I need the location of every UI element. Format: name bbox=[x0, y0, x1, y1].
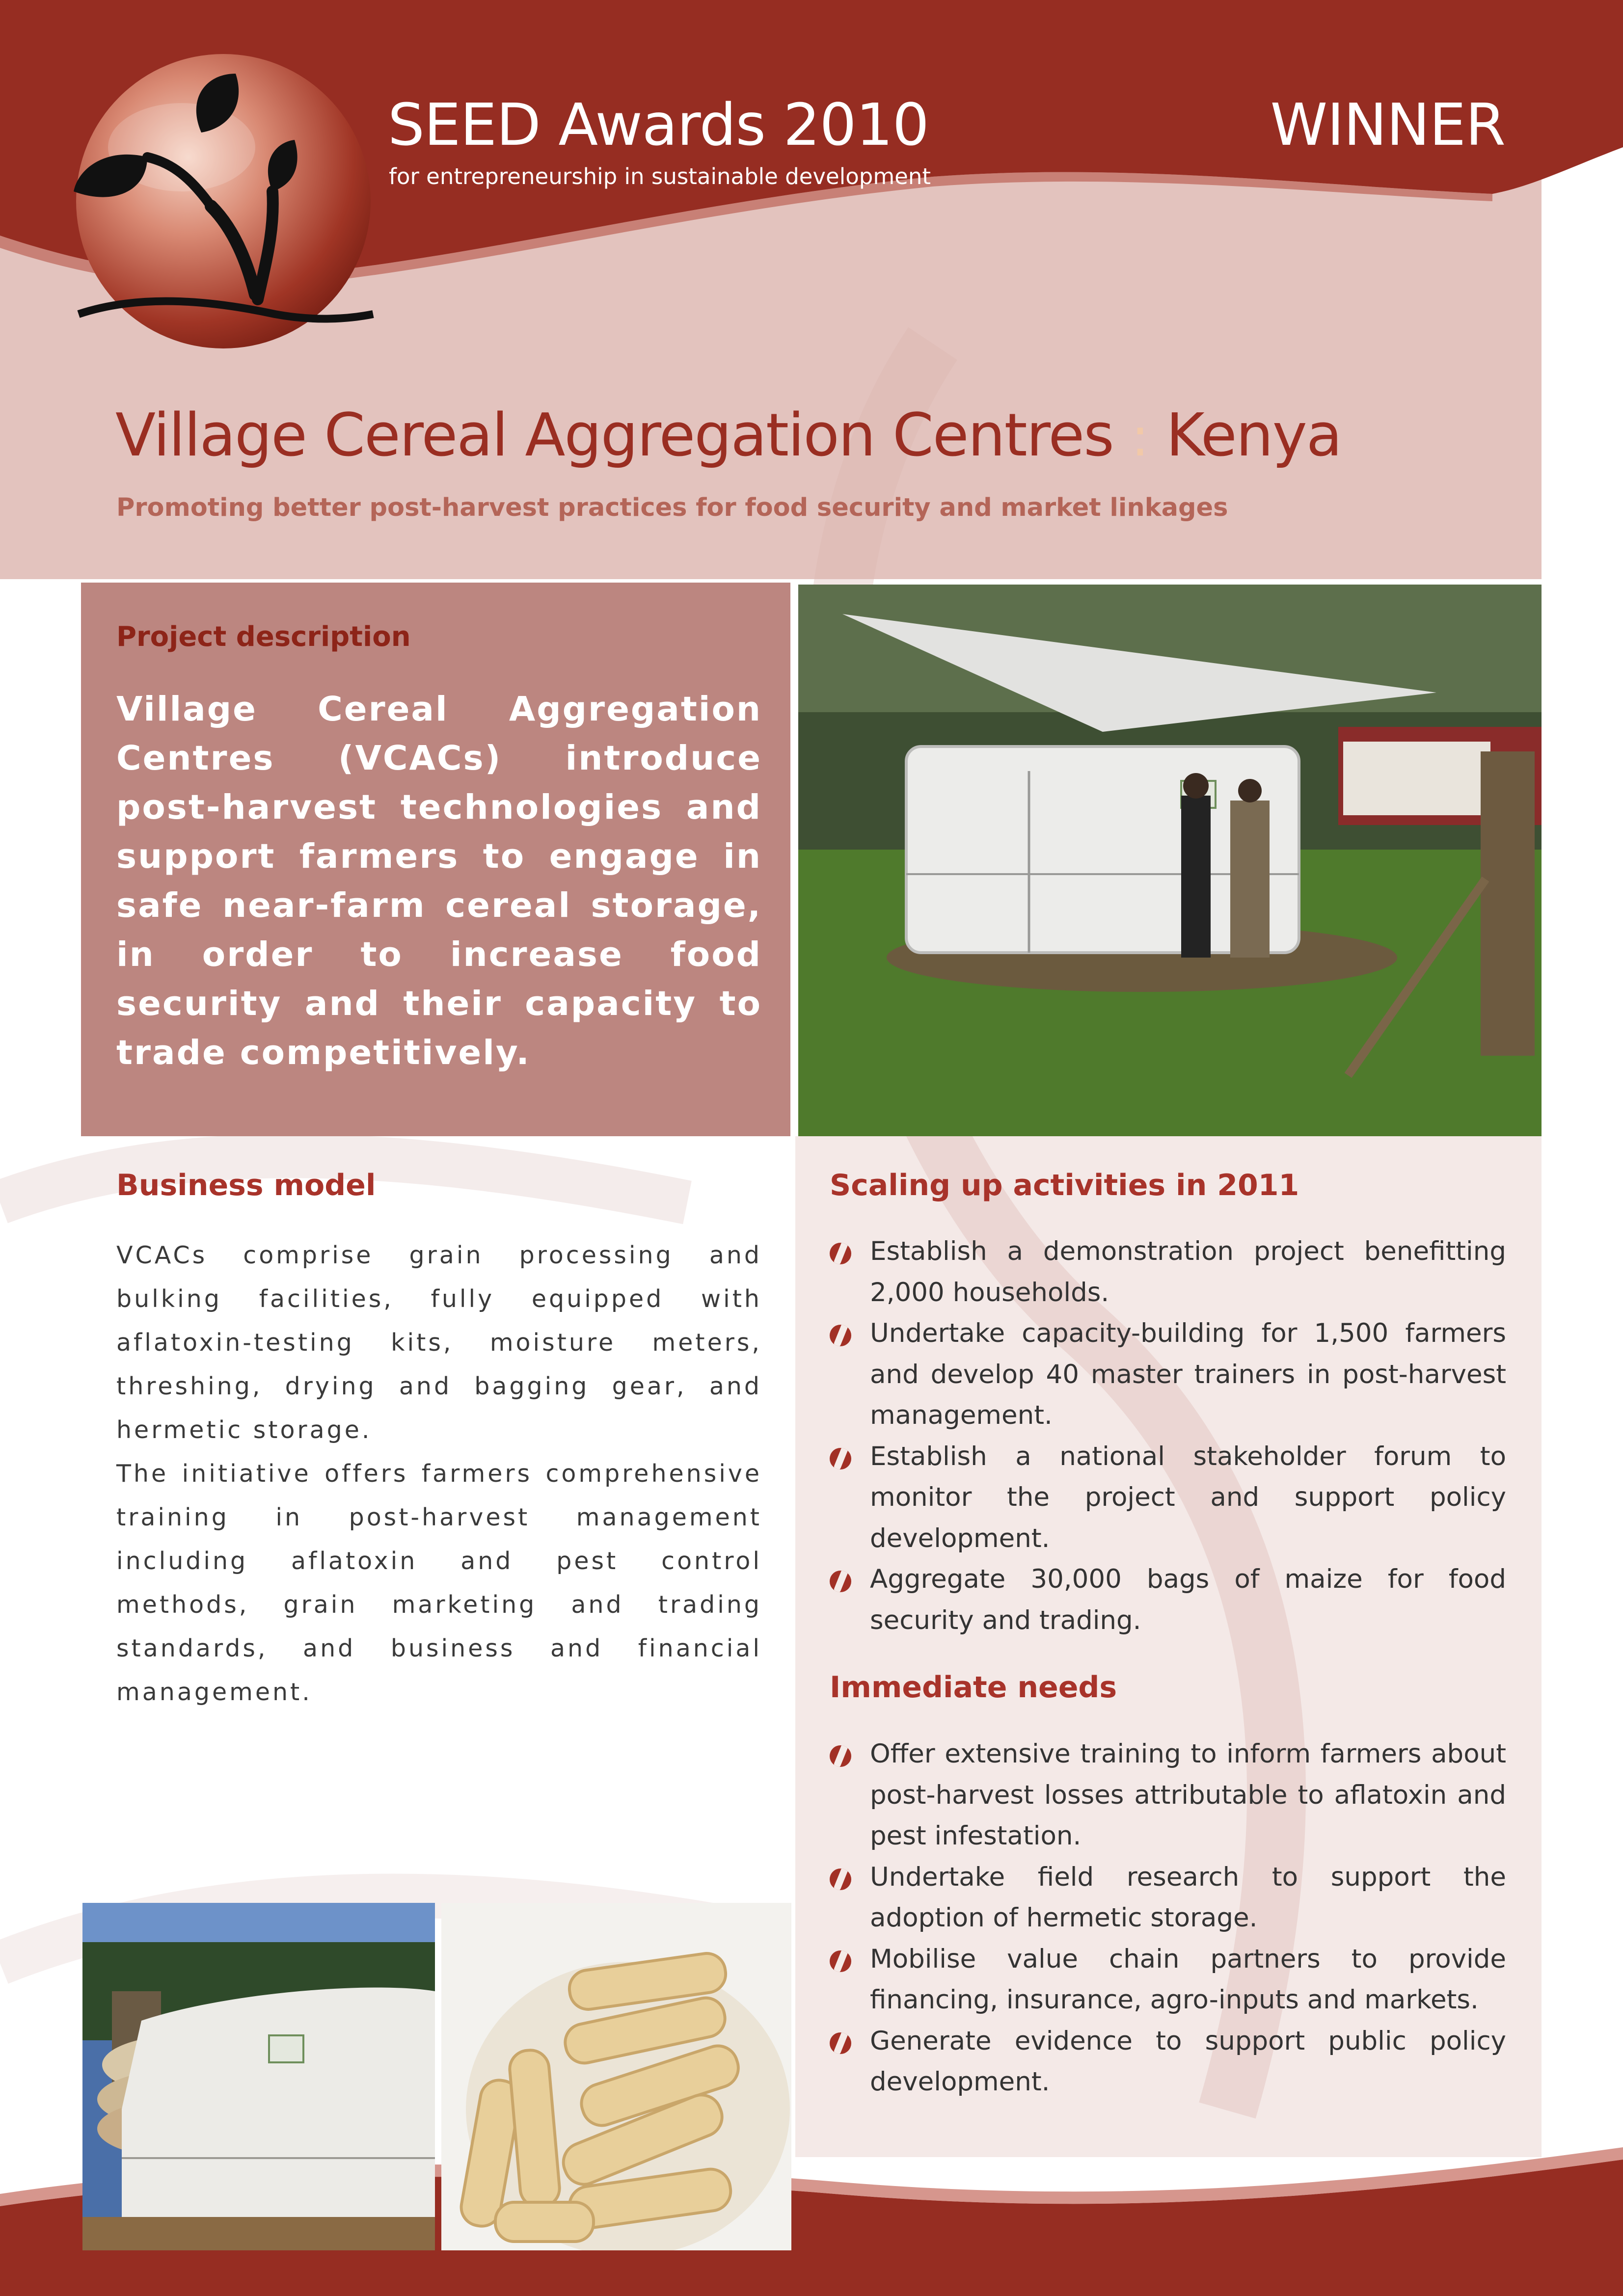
list-item: Offer extensive training to inform farmers about post-harvest losses attributable to aflatoxin and pest infestation. bbox=[830, 1734, 1506, 1857]
list-item: Aggregate 30,000 bags of maize for food security and trading. bbox=[830, 1559, 1506, 1641]
bullet-icon bbox=[830, 1950, 851, 1972]
bullet-icon bbox=[830, 1745, 851, 1767]
project-name: Village Cereal Aggregation Centres bbox=[115, 401, 1113, 470]
scaling-up-list bbox=[830, 1231, 1506, 1641]
list-item: Generate evidence to support public policy development. bbox=[830, 2021, 1506, 2103]
bullet-icon bbox=[830, 1869, 851, 1890]
business-model-paragraph-2: The initiative offers farmers comprehensive training in post-harvest management including aflatoxin and pest control methods, grain marketing and trading standards, and business and financial management. bbox=[116, 1460, 762, 1706]
award-title: SEED Awards 2010 bbox=[388, 91, 929, 159]
list-item: Establish a demonstration project benefitting 2,000 households. bbox=[830, 1231, 1506, 1313]
immediate-needs-list bbox=[830, 1734, 1506, 2103]
list-item: Establish a national stakeholder forum to monitor the project and support policy development. bbox=[830, 1436, 1506, 1559]
photo-storage-tent bbox=[798, 585, 1542, 1136]
scaling-up-heading: Scaling up activities in 2011 bbox=[830, 1168, 1299, 1202]
list-item: Mobilise value chain partners to provide financing, insurance, agro-inputs and markets. bbox=[830, 1939, 1506, 2021]
bullet-icon bbox=[830, 1243, 851, 1264]
list-item: Undertake field research to support the adoption of hermetic storage. bbox=[830, 1857, 1506, 1939]
bullet-icon bbox=[830, 1325, 851, 1346]
title-separator: : bbox=[1131, 405, 1148, 468]
list-item: Undertake capacity-building for 1,500 farmers and develop 40 master trainers in post-harvest management. bbox=[830, 1313, 1506, 1436]
bullet-icon bbox=[830, 1448, 851, 1469]
photo-bagged-grain bbox=[82, 1903, 435, 2250]
winner-badge: WINNER bbox=[1270, 91, 1505, 159]
immediate-needs-heading: Immediate needs bbox=[830, 1670, 1117, 1705]
project-description-heading: Project description bbox=[116, 621, 411, 653]
project-title bbox=[115, 401, 1341, 470]
project-description-text: Village Cereal Aggregation Centres (VCACs) introduce post-harvest technologies and support farmers to engage in safe near-farm cereal storage, in order to increase food security and their capacity to trade competitively. bbox=[116, 690, 762, 1072]
business-model-heading: Business model bbox=[116, 1168, 376, 1202]
award-subtitle: for entrepreneurship in sustainable development bbox=[389, 163, 931, 189]
seedling-globe-logo-icon bbox=[74, 54, 373, 348]
business-model-paragraph-1: VCACs comprise grain processing and bulking facilities, fully equipped with aflatoxin-testing kits, moisture meters, threshing, drying and bagging gear, and hermetic storage. bbox=[116, 1241, 762, 1444]
project-tagline: Promoting better post-harvest practices for food security and market linkages bbox=[116, 493, 1228, 522]
project-country: Kenya bbox=[1166, 401, 1342, 470]
bullet-icon bbox=[830, 2032, 851, 2054]
photo-maize-cobs bbox=[441, 1903, 791, 2250]
bullet-icon bbox=[830, 1571, 851, 1592]
